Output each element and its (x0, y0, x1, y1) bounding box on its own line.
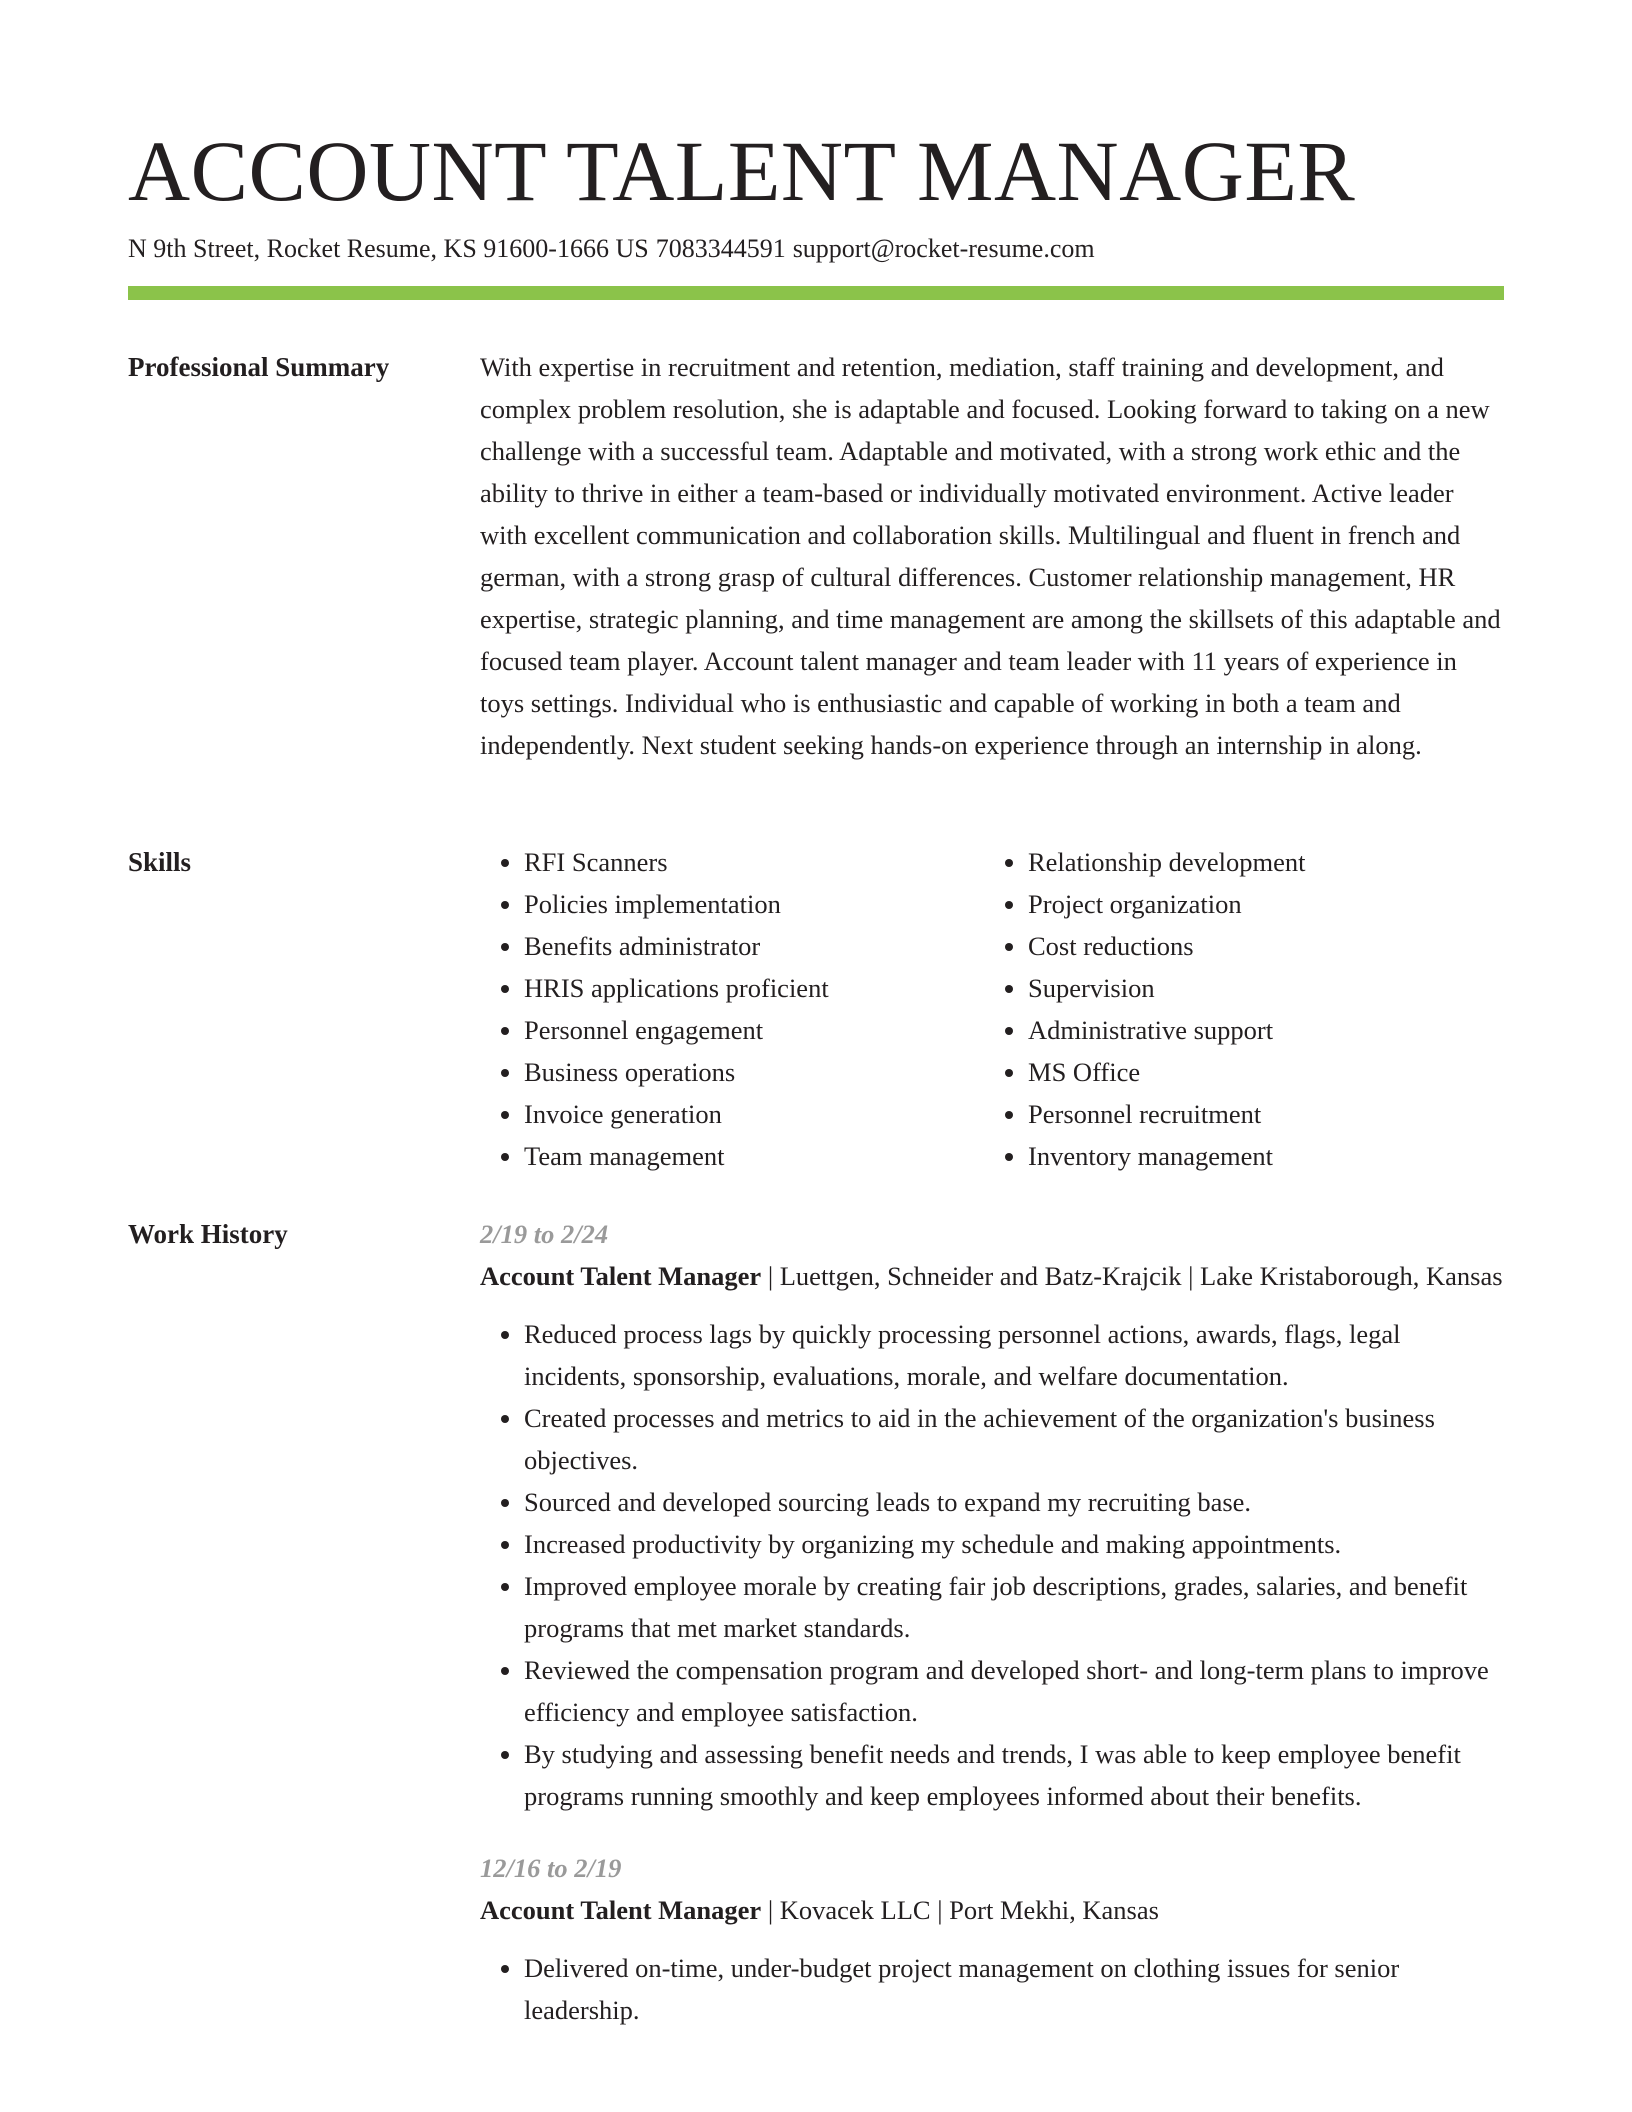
skill-item: • Invoice generation (524, 1093, 984, 1135)
job-bullets (480, 1947, 1504, 2031)
job-bullet: • Improved employee morale by creating fair job descriptions, grades, salaries, and benefit programs that met market standards. (524, 1565, 1504, 1649)
job-bullet: • Sourced and developed sourcing leads to expand my recruiting base. (524, 1481, 1504, 1523)
job-bullet: • Delivered on-time, under-budget project management on clothing issues for senior leadership. (524, 1947, 1504, 2031)
job-title-line (480, 1255, 1504, 1297)
contact-line (128, 230, 1095, 268)
job-role: Account Talent Manager (480, 1895, 762, 1925)
job-dates: 12/16 to 2/19 (480, 1853, 622, 1883)
skill-item: • Administrative support (1028, 1009, 1488, 1051)
job-entry (480, 1847, 1504, 2031)
job-role: Account Talent Manager (480, 1261, 762, 1291)
contact-phone: 7083344591 (655, 234, 786, 263)
resume-name-heading: ACCOUNT TALENT MANAGER (128, 123, 1356, 219)
job-bullet: • Created processes and metrics to aid in the achievement of the organization's business objectives. (524, 1397, 1504, 1481)
job-bullet: • Reduced process lags by quickly processing personnel actions, awards, flags, legal incidents, sponsorship, evaluations, morale, and welfare documentation. (524, 1313, 1504, 1397)
job-dates: 2/19 to 2/24 (480, 1219, 609, 1249)
summary-section-title: Professional Summary (128, 352, 390, 382)
job-entry (480, 1213, 1504, 1817)
skills-section-title: Skills (128, 847, 192, 877)
skill-item: • Benefits administrator (524, 925, 984, 967)
job-bullet: • Reviewed the compensation program and developed short- and long-term plans to improve efficiency and employee satisfaction. (524, 1649, 1504, 1733)
skill-item: • Business operations (524, 1051, 984, 1093)
skill-item: • MS Office (1028, 1051, 1488, 1093)
skill-item: • Project organization (1028, 883, 1488, 925)
skill-item: • Inventory management (1028, 1135, 1488, 1177)
contact-email: support@rocket-resume.com (792, 234, 1095, 263)
skill-item: • Cost reductions (1028, 925, 1488, 967)
skill-item: • Team management (524, 1135, 984, 1177)
skills-list-left (480, 841, 984, 1177)
skills-body (480, 841, 1504, 1177)
summary-text: With expertise in recruitment and retention, mediation, staff training and development, and complex problem resolution, she is adaptable and focused. Looking forward to taking on a new challenge with a successful team. Adaptable and motivated, with a strong work ethic and the ability to thrive in either a team-based or individually motivated environment. Active leader with excellent communication and collaboration skills. Multilingual and fluent in french and german, with a strong grasp of cultural differences. Customer relationship management, HR expertise, strategic planning, and time management are among the skillsets of this adaptable and focused team player. Account talent manager and team leader with 11 years of experience in toys settings. Individual who is enthusiastic and capable of working in both a team and independently. Next student seeking hands-on experience through an internship in along. (480, 352, 1501, 760)
skill-item: • Personnel engagement (524, 1009, 984, 1051)
skill-item: • Personnel recruitment (1028, 1093, 1488, 1135)
work-history-body (480, 1213, 1504, 2061)
job-company-location: | Kovacek LLC | Port Mekhi, Kansas (761, 1895, 1159, 1925)
job-bullets (480, 1313, 1504, 1817)
skill-item: • Policies implementation (524, 883, 984, 925)
skill-item: • HRIS applications proficient (524, 967, 984, 1009)
contact-address: N 9th Street, Rocket Resume, KS 91600-1666 US (128, 234, 649, 263)
summary-body (480, 346, 1504, 766)
skill-item: • RFI Scanners (524, 841, 984, 883)
job-company-location: | Luettgen, Schneider and Batz-Krajcik | Lake Kristaborough, Kansas (761, 1261, 1503, 1291)
job-bullet: • Increased productivity by organizing my schedule and making appointments. (524, 1523, 1504, 1565)
job-title-line (480, 1889, 1504, 1931)
job-bullet: • By studying and assessing benefit needs and trends, I was able to keep employee benefit programs running smoothly and keep employees informed about their benefits. (524, 1733, 1504, 1817)
work-history-section-title: Work History (128, 1219, 288, 1249)
accent-divider (128, 286, 1504, 300)
skills-columns (480, 841, 1504, 1177)
skill-item: • Relationship development (1028, 841, 1488, 883)
skill-item: • Supervision (1028, 967, 1488, 1009)
skills-list-right (984, 841, 1488, 1177)
